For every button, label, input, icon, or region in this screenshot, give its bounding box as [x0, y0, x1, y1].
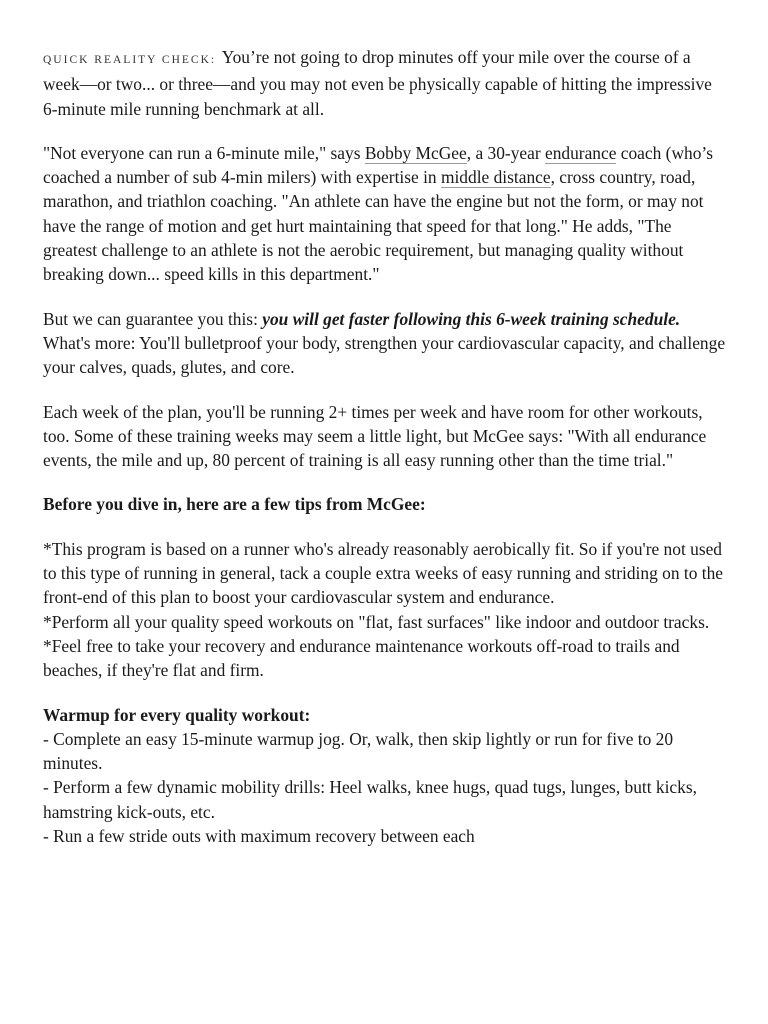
- warmup-item: - Perform a few dynamic mobility drills: Heel walks, knee hugs, quad tugs, lunges, butt kicks, hamstring kick-outs, etc.: [43, 777, 697, 822]
- warmup-section: [43, 703, 728, 849]
- plan-overview-paragraph: Each week of the plan, you'll be running 2+ times per week and have room for other workouts, too. Some of these training weeks may seem a little light, but McGee says: "With all endurance events, the mile and up, 80 percent of training is all easy running other than the time trial.": [43, 401, 707, 471]
- guarantee-paragraph: [43, 307, 728, 380]
- mcgee-quote-paragraph: [43, 141, 728, 287]
- quote-text-1: "Not everyone can run a 6-minute mile," says: [43, 142, 365, 163]
- quote-text-4: , cross country, road, marathon, and triathlon coaching. "An athlete can have the engine but not the form, or may not have the range of motion and get hurt maintaining that speed for that long." He adds, "The greatest challenge to an athlete is not the aerobic requirement, but managing quality without breaking down... speed kills in this department.": [43, 167, 704, 285]
- reality-check-text: You’re not going to drop minutes off your mile over the course of a week—or two... or three—and you may not even be physically capable of hitting the impressive 6-minute mile running benchmark at all.: [43, 47, 712, 119]
- tip-item: *This program is based on a runner who's already reasonably aerobically fit. So if you're not used to this type of running in general, tack a couple extra weeks of easy running and striding on to the front-end of this plan to boost your cardiovascular system and endurance.: [43, 538, 723, 608]
- reality-check-lead: QUICK REALITY CHECK:: [43, 54, 217, 66]
- quote-text-3: coach (who’s coached a number of sub 4-min milers) with expertise in: [43, 142, 714, 188]
- guarantee-emphasis: you will get faster following this 6-week training schedule.: [262, 308, 681, 329]
- tip-item: *Perform all your quality speed workouts on "flat, fast surfaces" like indoor and outdoor tracks.: [43, 611, 710, 632]
- reality-check-paragraph: [43, 45, 728, 121]
- tip-item: *Feel free to take your recovery and endurance maintenance workouts off-road to trails and beaches, if they're flat and firm.: [43, 635, 680, 681]
- guarantee-text-1: But we can guarantee you this:: [43, 308, 263, 329]
- warmup-item: - Run a few stride outs with maximum recovery between each: [43, 826, 475, 847]
- warmup-heading: Warmup for every quality workout:: [43, 704, 311, 725]
- middle-distance-link[interactable]: middle distance: [440, 167, 551, 188]
- guarantee-text-2: What's more: You'll bulletproof your body, strengthen your cardiovascular capacity, and challenge your calves, quads, glutes, and core.: [43, 332, 726, 378]
- tips-heading: Before you dive in, here are a few tips from McGee:: [43, 494, 426, 515]
- bobby-mcgee-link[interactable]: Bobby McGee: [364, 142, 467, 163]
- warmup-item: - Complete an easy 15-minute warmup jog. Or, walk, then skip lightly or run for five to 20 minutes.: [43, 728, 674, 774]
- endurance-link[interactable]: endurance: [544, 142, 617, 163]
- tips-list: [43, 537, 728, 683]
- quote-text-2: , a 30-year: [466, 142, 545, 163]
